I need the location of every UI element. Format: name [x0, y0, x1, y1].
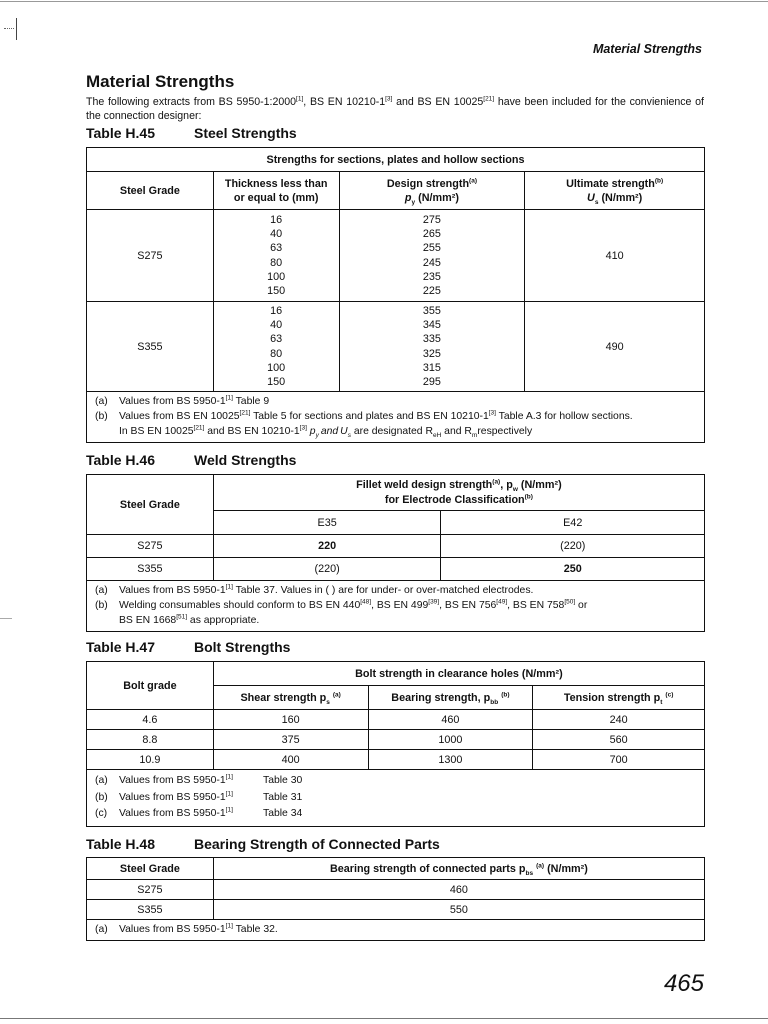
- margin-tick: [0, 618, 12, 619]
- bearing-value-cell: 460: [213, 880, 704, 900]
- col-header-bearing-strength: Bearing strength of connected parts $p_{bs}$ $^{(a)}$ (N/mm²): [213, 858, 704, 880]
- steel-grade-cell: S275: [87, 880, 214, 900]
- note-a: (a) Values from BS 5950-1[1] Table 32.: [95, 922, 278, 935]
- table-title: Bolt Strengths: [194, 639, 291, 655]
- table-notes: [87, 392, 705, 443]
- page-top-rule: [0, 1, 768, 2]
- weld-strengths-table: [86, 474, 705, 632]
- section-title: Material Strengths: [86, 72, 235, 91]
- table-number: Table H.45: [86, 125, 155, 141]
- thickness-cell: 16 40 63 80 100 150: [213, 210, 339, 302]
- tension-value-cell: 240: [533, 710, 705, 730]
- shear-value-cell: 375: [213, 730, 368, 750]
- col-header-bolt-grade: Bolt grade: [87, 662, 214, 710]
- scan-margin-dash: [4, 28, 14, 29]
- col-header-tension-strength: Tension strength $p_t$ $^{(c)}$: [533, 686, 705, 710]
- note-a: (a) Values from BS 5950-1[1] Table 30: [95, 773, 303, 786]
- table-h48-caption: [86, 836, 440, 852]
- table-row: [87, 750, 705, 770]
- steel-grade-cell: S355: [87, 900, 214, 920]
- bolt-grade-cell: 10.9: [87, 750, 214, 770]
- col-header-bearing-strength: Bearing strength, $p_{bb}$ $^{(b)}$: [368, 686, 533, 710]
- table-row: [87, 558, 705, 581]
- bolt-strengths-table: [86, 661, 705, 827]
- table-h45-caption: [86, 125, 297, 141]
- steel-grade-cell: S355: [87, 302, 214, 392]
- e35-value-cell: (220): [213, 558, 441, 581]
- table-number: Table H.47: [86, 639, 155, 655]
- design-strength-cell: 355 345 335 325 315 295: [339, 302, 525, 392]
- table-row: [87, 880, 705, 900]
- table-h46-caption: [86, 452, 296, 468]
- ultimate-strength-cell: 490: [525, 302, 705, 392]
- table-row: [87, 730, 705, 750]
- e35-value-cell: 220: [213, 535, 441, 558]
- bolt-grade-cell: 4.6: [87, 710, 214, 730]
- bearing-strength-table: [86, 857, 705, 941]
- col-header-ultimate-strength: Ultimate strength$^{(b)}$ $U_s$ (N/mm²): [525, 172, 705, 210]
- note-b: (b) Values from BS 5950-1[1] Table 31: [95, 790, 303, 803]
- col-header-shear-strength: Shear strength $p_s$ $^{(a)}$: [213, 686, 368, 710]
- tension-value-cell: 560: [533, 730, 705, 750]
- ultimate-strength-cell: 410: [525, 210, 705, 302]
- note-b: (b) Welding consumables should conform to BS EN 440[48], BS EN 499[39], BS EN 756[49], BS EN 758[50] or BS EN 1668[51] as appropriate.: [95, 598, 588, 626]
- table-number: Table H.46: [86, 452, 155, 468]
- bolt-grade-cell: 8.8: [87, 730, 214, 750]
- table-row: [87, 710, 705, 730]
- table-top-header: Strengths for sections, plates and hollow sections: [87, 148, 705, 172]
- bearing-value-cell: 550: [213, 900, 704, 920]
- table-notes: [87, 581, 705, 632]
- steel-grade-cell: S275: [87, 535, 214, 558]
- col-header-steel-grade: Steel Grade: [87, 172, 214, 210]
- design-strength-cell: 275 265 255 245 235 225: [339, 210, 525, 302]
- table-title: Bearing Strength of Connected Parts: [194, 836, 440, 852]
- table-title: Weld Strengths: [194, 452, 297, 468]
- e42-value-cell: (220): [441, 535, 705, 558]
- col-header-e35: E35: [213, 511, 441, 535]
- table-title: Steel Strengths: [194, 125, 297, 141]
- scan-margin-mark: [16, 18, 17, 40]
- bearing-value-cell: 460: [368, 710, 533, 730]
- note-a: (a) Values from BS 5950-1[1] Table 37. Values in ( ) are for under- or over-matched electrodes.: [95, 583, 534, 596]
- steel-grade-cell: S355: [87, 558, 214, 581]
- table-row: [87, 210, 705, 302]
- table-row: [87, 302, 705, 392]
- col-header-steel-grade: Steel Grade: [87, 858, 214, 880]
- note-c: (c) Values from BS 5950-1[1] Table 34: [95, 806, 303, 819]
- table-row: [87, 900, 705, 920]
- page-number: 465: [663, 970, 704, 997]
- col-header-e42: E42: [441, 511, 705, 535]
- col-header-fillet-weld-strength: Fillet weld design strength$^{(a)}$, $p_w$ (N/mm²) for Electrode Classification$^{(b)}$: [213, 475, 704, 511]
- note-b: (b) Values from BS EN 10025[21] Table 5 for sections and plates and BS EN 10210-1[3] Table A.3 for hollow sections. In BS EN 10025[21] and BS EN 10210-1[3] $p_y$ and $U_s$ are designated $R_{eH}$ and $R_mrespectively$: [95, 409, 633, 440]
- e42-value-cell: 250: [441, 558, 705, 581]
- intro-paragraph: The following extracts from BS 5950-1:2000[1], BS EN 10210-1[3] and BS EN 10025[21] have been included for the convienience of the connection designer:: [86, 95, 704, 122]
- col-header-steel-grade: Steel Grade: [87, 475, 214, 535]
- col-header-design-strength: Design strength$^{(a)}$ $p_y$ (N/mm²): [339, 172, 525, 210]
- shear-value-cell: 160: [213, 710, 368, 730]
- thickness-cell: 16 40 63 80 100 150: [213, 302, 339, 392]
- steel-grade-cell: S275: [87, 210, 214, 302]
- running-header: Material Strengths: [592, 42, 702, 56]
- table-row: [87, 535, 705, 558]
- table-number: Table H.48: [86, 836, 155, 852]
- bearing-value-cell: 1300: [368, 750, 533, 770]
- bearing-value-cell: 1000: [368, 730, 533, 750]
- col-header-thickness: Thickness less than or equal to (mm): [213, 172, 339, 210]
- table-h47-caption: [86, 639, 290, 655]
- table-notes: [87, 920, 705, 941]
- page-bottom-rule: [0, 1018, 768, 1019]
- table-top-header: Bolt strength in clearance holes (N/mm²): [213, 662, 704, 686]
- tension-value-cell: 700: [533, 750, 705, 770]
- note-a: (a) Values from BS 5950-1[1] Table 9: [95, 394, 270, 407]
- steel-strengths-table: [86, 147, 705, 443]
- table-notes: [87, 770, 705, 827]
- shear-value-cell: 400: [213, 750, 368, 770]
